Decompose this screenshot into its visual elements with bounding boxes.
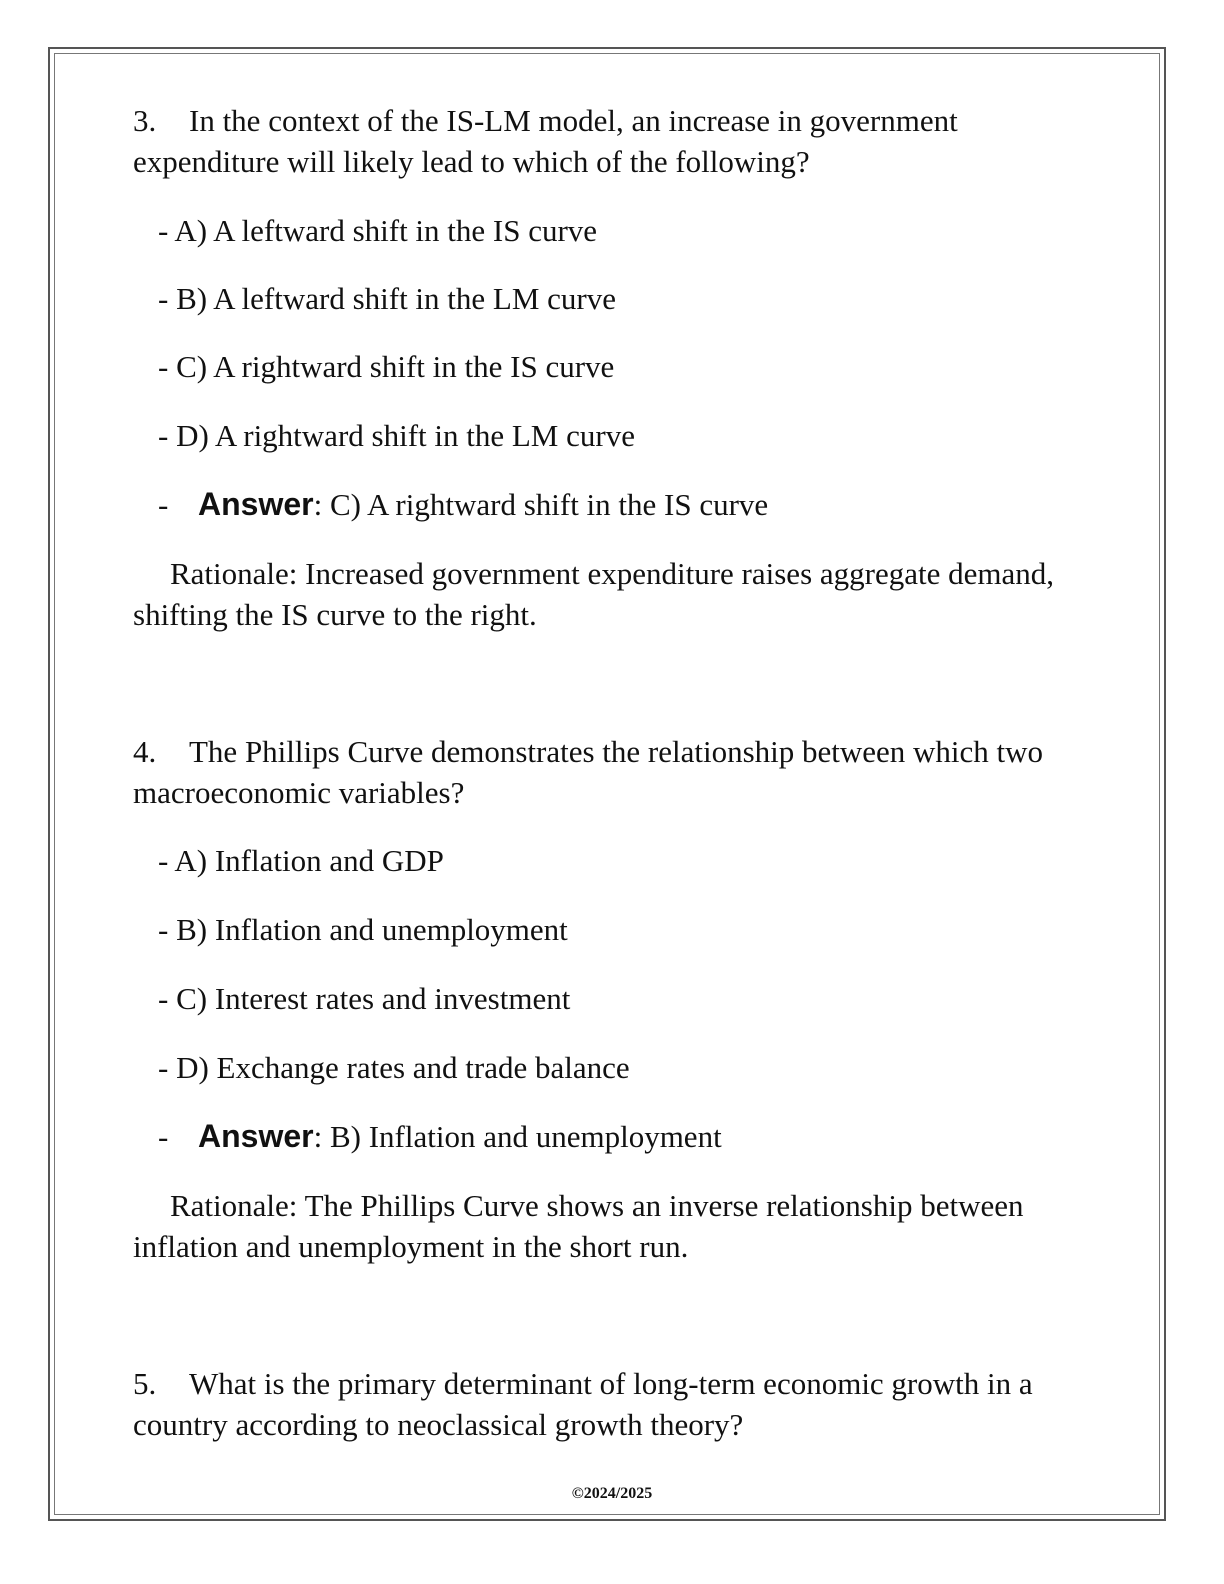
option-c: - C) A rightward shift in the IS curve [158, 349, 615, 384]
answer-text: : B) Inflation and unemployment [313, 1119, 722, 1154]
question-body: What is the primary determinant of long-term economic growth in a country according to neoclassical growth theory? [133, 1366, 1033, 1442]
question-text [133, 1363, 1093, 1445]
option-d: - D) A rightward shift in the LM curve [158, 418, 635, 453]
option-d: - D) Exchange rates and trade balance [158, 1050, 630, 1085]
option-c: - C) Interest rates and investment [158, 981, 571, 1016]
option-a: - A) A leftward shift in the IS curve [158, 213, 598, 248]
document-content [133, 96, 1093, 1445]
rationale: Rationale: Increased government expenditure raises aggregate demand, shifting the IS curve to the right. [133, 556, 1054, 632]
footer-copyright: ©2024/2025 [571, 1485, 653, 1502]
answer-line [133, 1116, 1093, 1157]
option-b: - B) A leftward shift in the LM curve [158, 281, 617, 316]
question-text [133, 100, 1093, 182]
question-block-5 [133, 1363, 1093, 1445]
question-number: 3. [133, 103, 157, 138]
option-b: - B) Inflation and unemployment [158, 912, 568, 947]
answer-line [133, 484, 1093, 525]
question-body: The Phillips Curve demonstrates the relationship between which two macroeconomic variables? [133, 734, 1044, 810]
answer-dash: - [158, 1119, 169, 1154]
answer-dash: - [158, 487, 169, 522]
question-number: 5. [133, 1366, 157, 1401]
answer-text: : C) A rightward shift in the IS curve [313, 487, 769, 522]
question-number: 4. [133, 734, 157, 769]
answer-label: Answer [198, 486, 314, 522]
rationale: Rationale: The Phillips Curve shows an inverse relationship between inflation and unemployment in the short run. [133, 1188, 1024, 1264]
question-body: In the context of the IS-LM model, an increase in government expenditure will likely lead to which of the following? [133, 103, 958, 179]
option-a: - A) Inflation and GDP [158, 843, 444, 878]
question-text [133, 731, 1093, 813]
answer-label: Answer [198, 1118, 314, 1154]
question-block-4 [133, 731, 1093, 1267]
question-block-3 [133, 100, 1093, 635]
